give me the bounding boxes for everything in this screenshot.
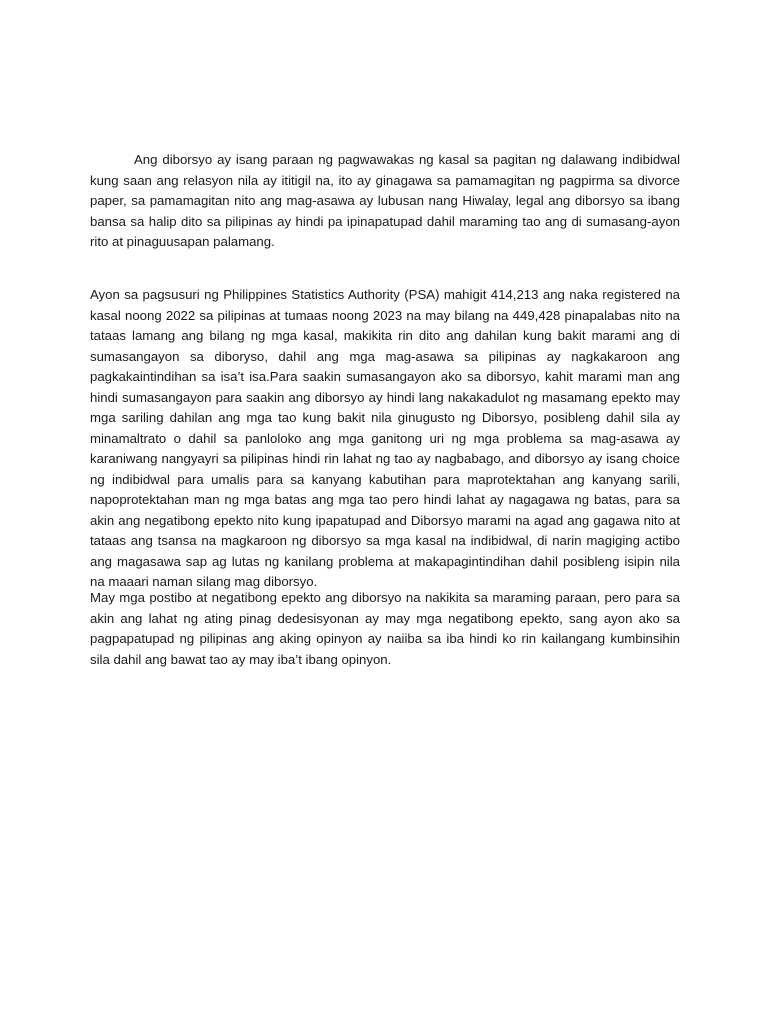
paragraph-intro: Ang diborsyo ay isang paraan ng pagwawakas ng kasal sa pagitan ng dalawang indibidwal kung saan ang relasyon nila ay ititigil na, ito ay ginagawa sa pamamagitan ng pagpirma sa divorce paper, sa pamamagitan nito ang mag-asawa ay lubusan nang Hiwalay, legal ang diborsyo sa ibang bansa sa halip dito sa pilipinas ay hindi pa ipinapatupad dahil maraming tao ang di sumasang-ayon rito at pinaguusapan palamang. [90,152,680,249]
paragraph-conclusion: May mga postibo at negatibong epekto ang diborsyo na nakikita sa maraming paraan, pero para sa akin ang lahat ng ating pinag dedesisyonan ay may mga negatibong epekto, sang ayon ako sa pagpapatupad ng pilipinas ang aking opinyon ay naiiba sa iba hindi ko rin kailangang kumbinsihin sila dahil ang bawat tao ay may iba’t ibang opinyon. [90,590,680,667]
paragraph-statistics: Ayon sa pagsusuri ng Philippines Statistics Authority (PSA) mahigit 414,213 ang naka registered na kasal noong 2022 sa pilipinas at tumaas noong 2023 na may bilang na 449,428 pinapalabas nito na tataas lamang ang bilang ng mga kasal, makikita rin dito ang dahilan kung bakit marami ang di sumasangayon sa diboryso, dahil ang mga mag-asawa sa pilipinas ay nagkakaroon ang pagkakaintindihan sa isa’t isa.Para saakin sumasangayon ako sa diborsyo, kahit marami man ang hindi sumasangayon para saakin ang diborsyo ay hindi lang nakakadulot ng masamang epekto may mga sariling dahilan ang mga tao kung bakit nila ginugusto ng Diborsyo, posibleng dahil sila ay minamaltrato o dahil sa panloloko ang mga ganitong uri ng mga problema sa mag-asawa ay karaniwang nangyayri sa pilipinas hindi rin lahat ng tao ay nagbabago, and diborsyo ay isang choice ng indibidwal para umalis para sa kanyang kabutihan para maprotektahan ang kanyang sarili, napoprotektahan man ng mga batas ang mga tao pero hindi lahat ay nagagawa ng batas, para sa akin ang negatibong epekto nito kung ipapatupad and Diborsyo marami na agad ang gagawa nito at tataas ang tsansa na magkaroon ng diborsyo sa mga kasal na indibidwal, di narin magiging actibo ang magasawa sap ag lutas ng kanilang problema at makapagintindihan dahil posibleng isipin nila na maaari naman silang mag diborsyo. [90,287,680,589]
